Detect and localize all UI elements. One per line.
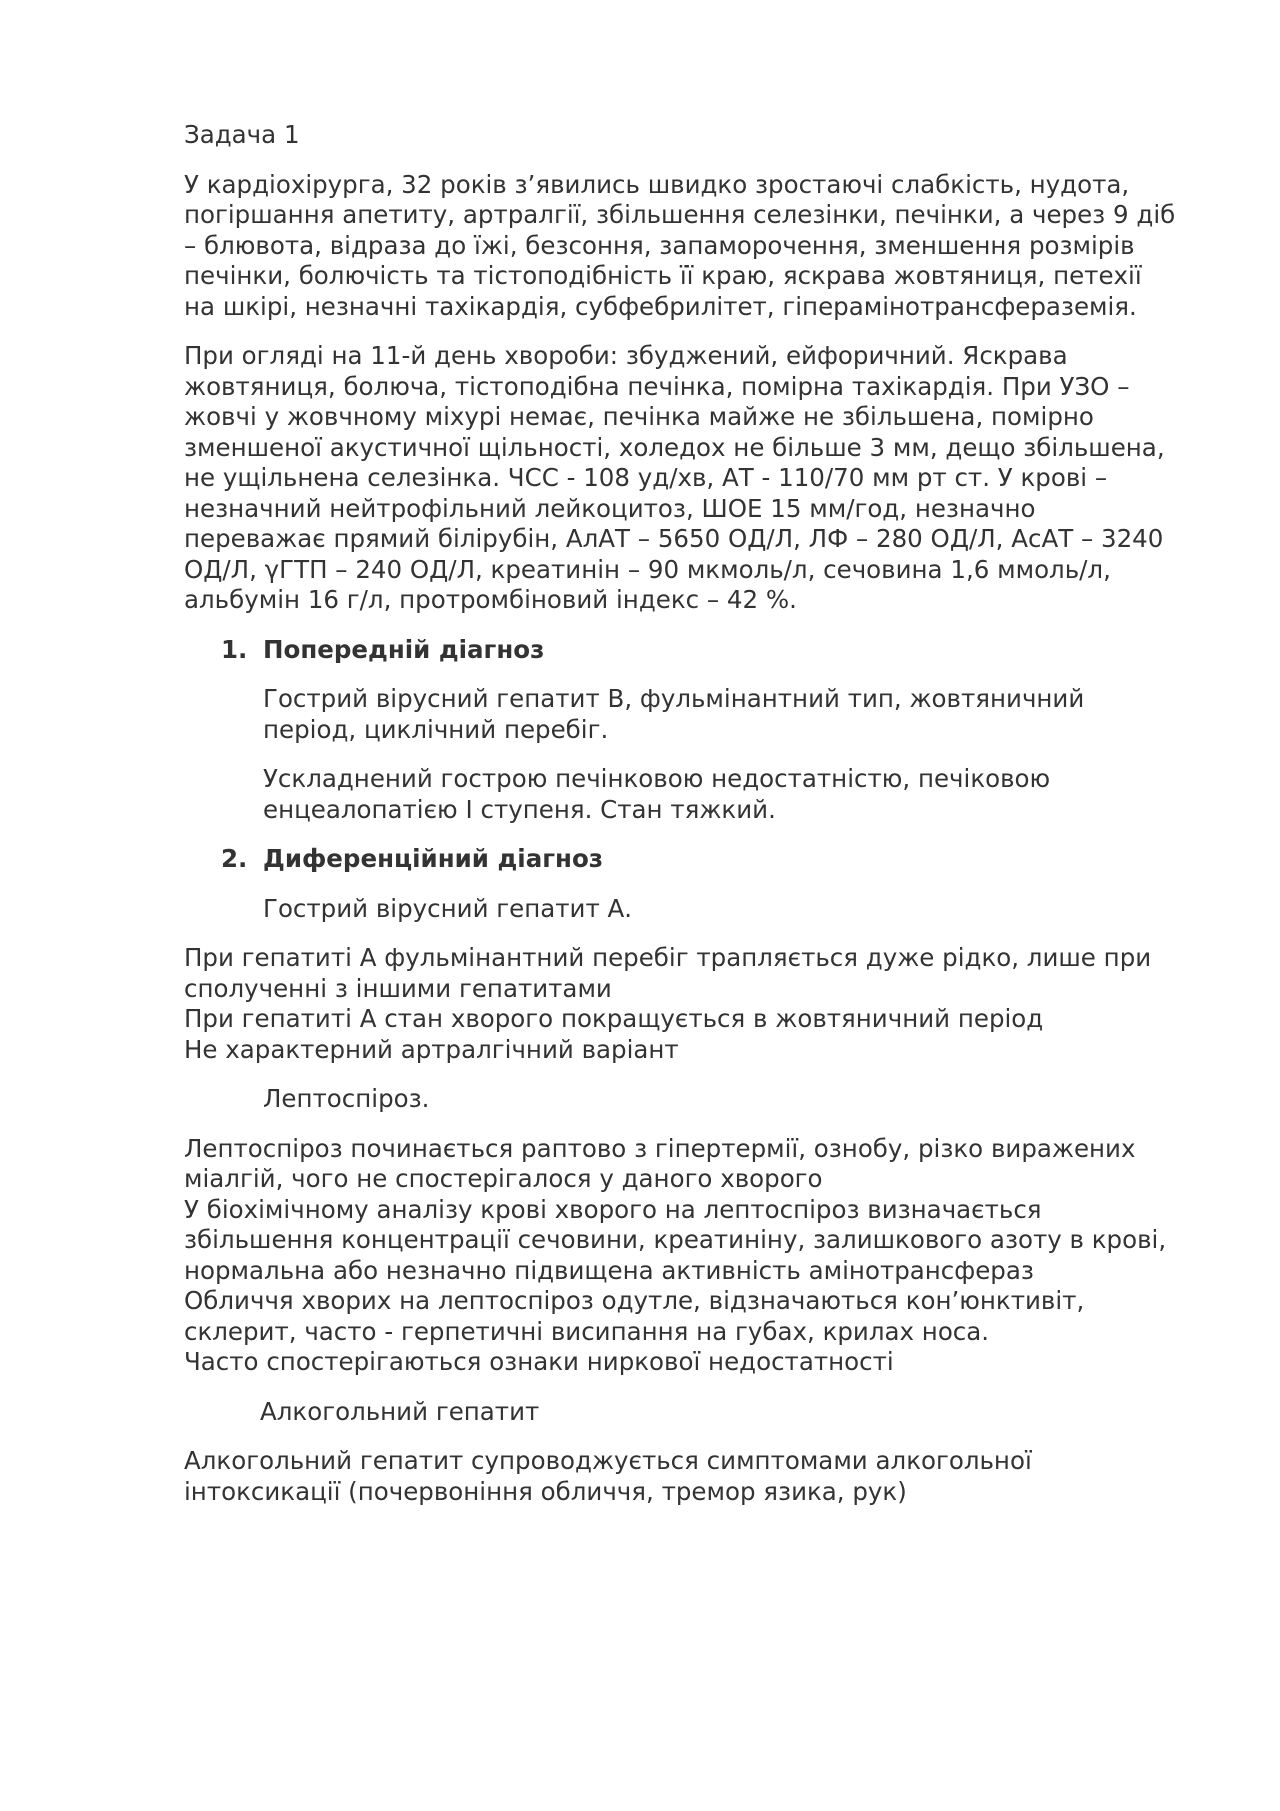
differential-hepatitis-a-title: Гострий вірусний гепатит А. — [263, 893, 633, 923]
differential-alcoholic-title: Алкогольний гепатит — [260, 1396, 540, 1426]
hepatitis-a-points — [184, 943, 1194, 1065]
diagnosis-complication: Ускладнений гострою печінковою недостатністю, печіковою енцеалопатією І ступеня. Стан тяжкий. — [263, 764, 1051, 824]
list-item: Обличчя хворих на лептоспіроз одутле, відзначаються кон’юнктивіт, склерит, часто - герпетичні висипання на губах, крилах носа. — [184, 1286, 1085, 1346]
list-item: Лептоспіроз починається раптово з гіпертермії, ознобу, різко виражених міалгій, чого не спостерігалося у даного хворого — [184, 1133, 1136, 1193]
document-page — [184, 120, 1194, 1526]
section-1-number: 1. — [221, 634, 248, 664]
list-item: Не характерний артралгічний варіант — [184, 1034, 679, 1064]
section-2-title: Диференційний діагноз — [263, 844, 604, 873]
differential-leptospirosis-title: Лептоспіроз. — [263, 1084, 430, 1113]
list-item: У біохімічному аналізу крові хворого на лептоспіроз визначається збільшення концентрації сечовини, креатиніну, залишкового азоту в крові, нормальна або незначно підвищена активність амінотрансфераз — [184, 1194, 1167, 1285]
section-2-heading — [184, 844, 1194, 875]
case-description: У кардіохірурга, 32 років з’явились швидко зростаючі слабкість, нудота, погіршання апетиту, артралгії, збільшення селезінки, печінки, а через 9 діб – блювота, відраза до їжі, безсоння, запаморочення, зменшення розмірів печінки, болючість та тістоподібність її краю, яскрава жовтяниця, петехії на шкірі, незначні тахікардія, субфебрилітет, гіперамінотрансфераземія. — [184, 169, 1176, 321]
section-1-heading — [184, 635, 1194, 666]
list-item: При гепатиті А фульмінантний перебіг трапляється дуже рідко, лише при сполученні з іншими гепатитами — [184, 943, 1152, 1003]
section-2-number: 2. — [221, 844, 248, 873]
section-1-title: Попередній діагноз — [263, 634, 545, 664]
list-item: Алкогольний гепатит супроводжується симптомами алкогольної інтоксикації (почервоніння обличчя, тремор язика, рук) — [184, 1446, 1032, 1506]
preliminary-diagnosis: Гострий вірусний гепатит В, фульмінантний тип, жовтяничний період, циклічний перебіг. — [263, 684, 1085, 744]
list-item: Часто спостерігаються ознаки ниркової недостатності — [184, 1347, 894, 1376]
examination-findings: При огляді на 11-й день хвороби: збуджений, ейфоричний. Яскрава жовтяниця, болюча, тістоподібна печінка, помірна тахікардія. При УЗО – жовчі у жовчному міхурі немає, печінка майже не збільшена, помірно зменшеної акустичної щільності, холедох не більше 3 мм, дещо збільшена, не ущільнена селезінка. ЧСС - 108 уд/хв, АТ - 110/70 мм рт ст. У крові – незначний нейтрофільний лейкоцитоз, ШОЕ 15 мм/год, незначно переважає прямий білірубін, АлАТ – 5650 ОД/Л, ЛФ – 280 ОД/Л, АсАТ – 3240 ОД/Л, γГТП – 240 ОД/Л, креатинін – 90 мкмоль/л, сечовина 1,6 ммоль/л, альбумін 16 г/л, протромбіновий індекс – 42 %. — [184, 341, 1165, 614]
alcoholic-points — [184, 1446, 1194, 1507]
task-title: Задача 1 — [184, 120, 300, 149]
leptospirosis-points — [184, 1134, 1194, 1378]
list-item: При гепатиті А стан хворого покращується в жовтяничний період — [184, 1004, 1044, 1033]
